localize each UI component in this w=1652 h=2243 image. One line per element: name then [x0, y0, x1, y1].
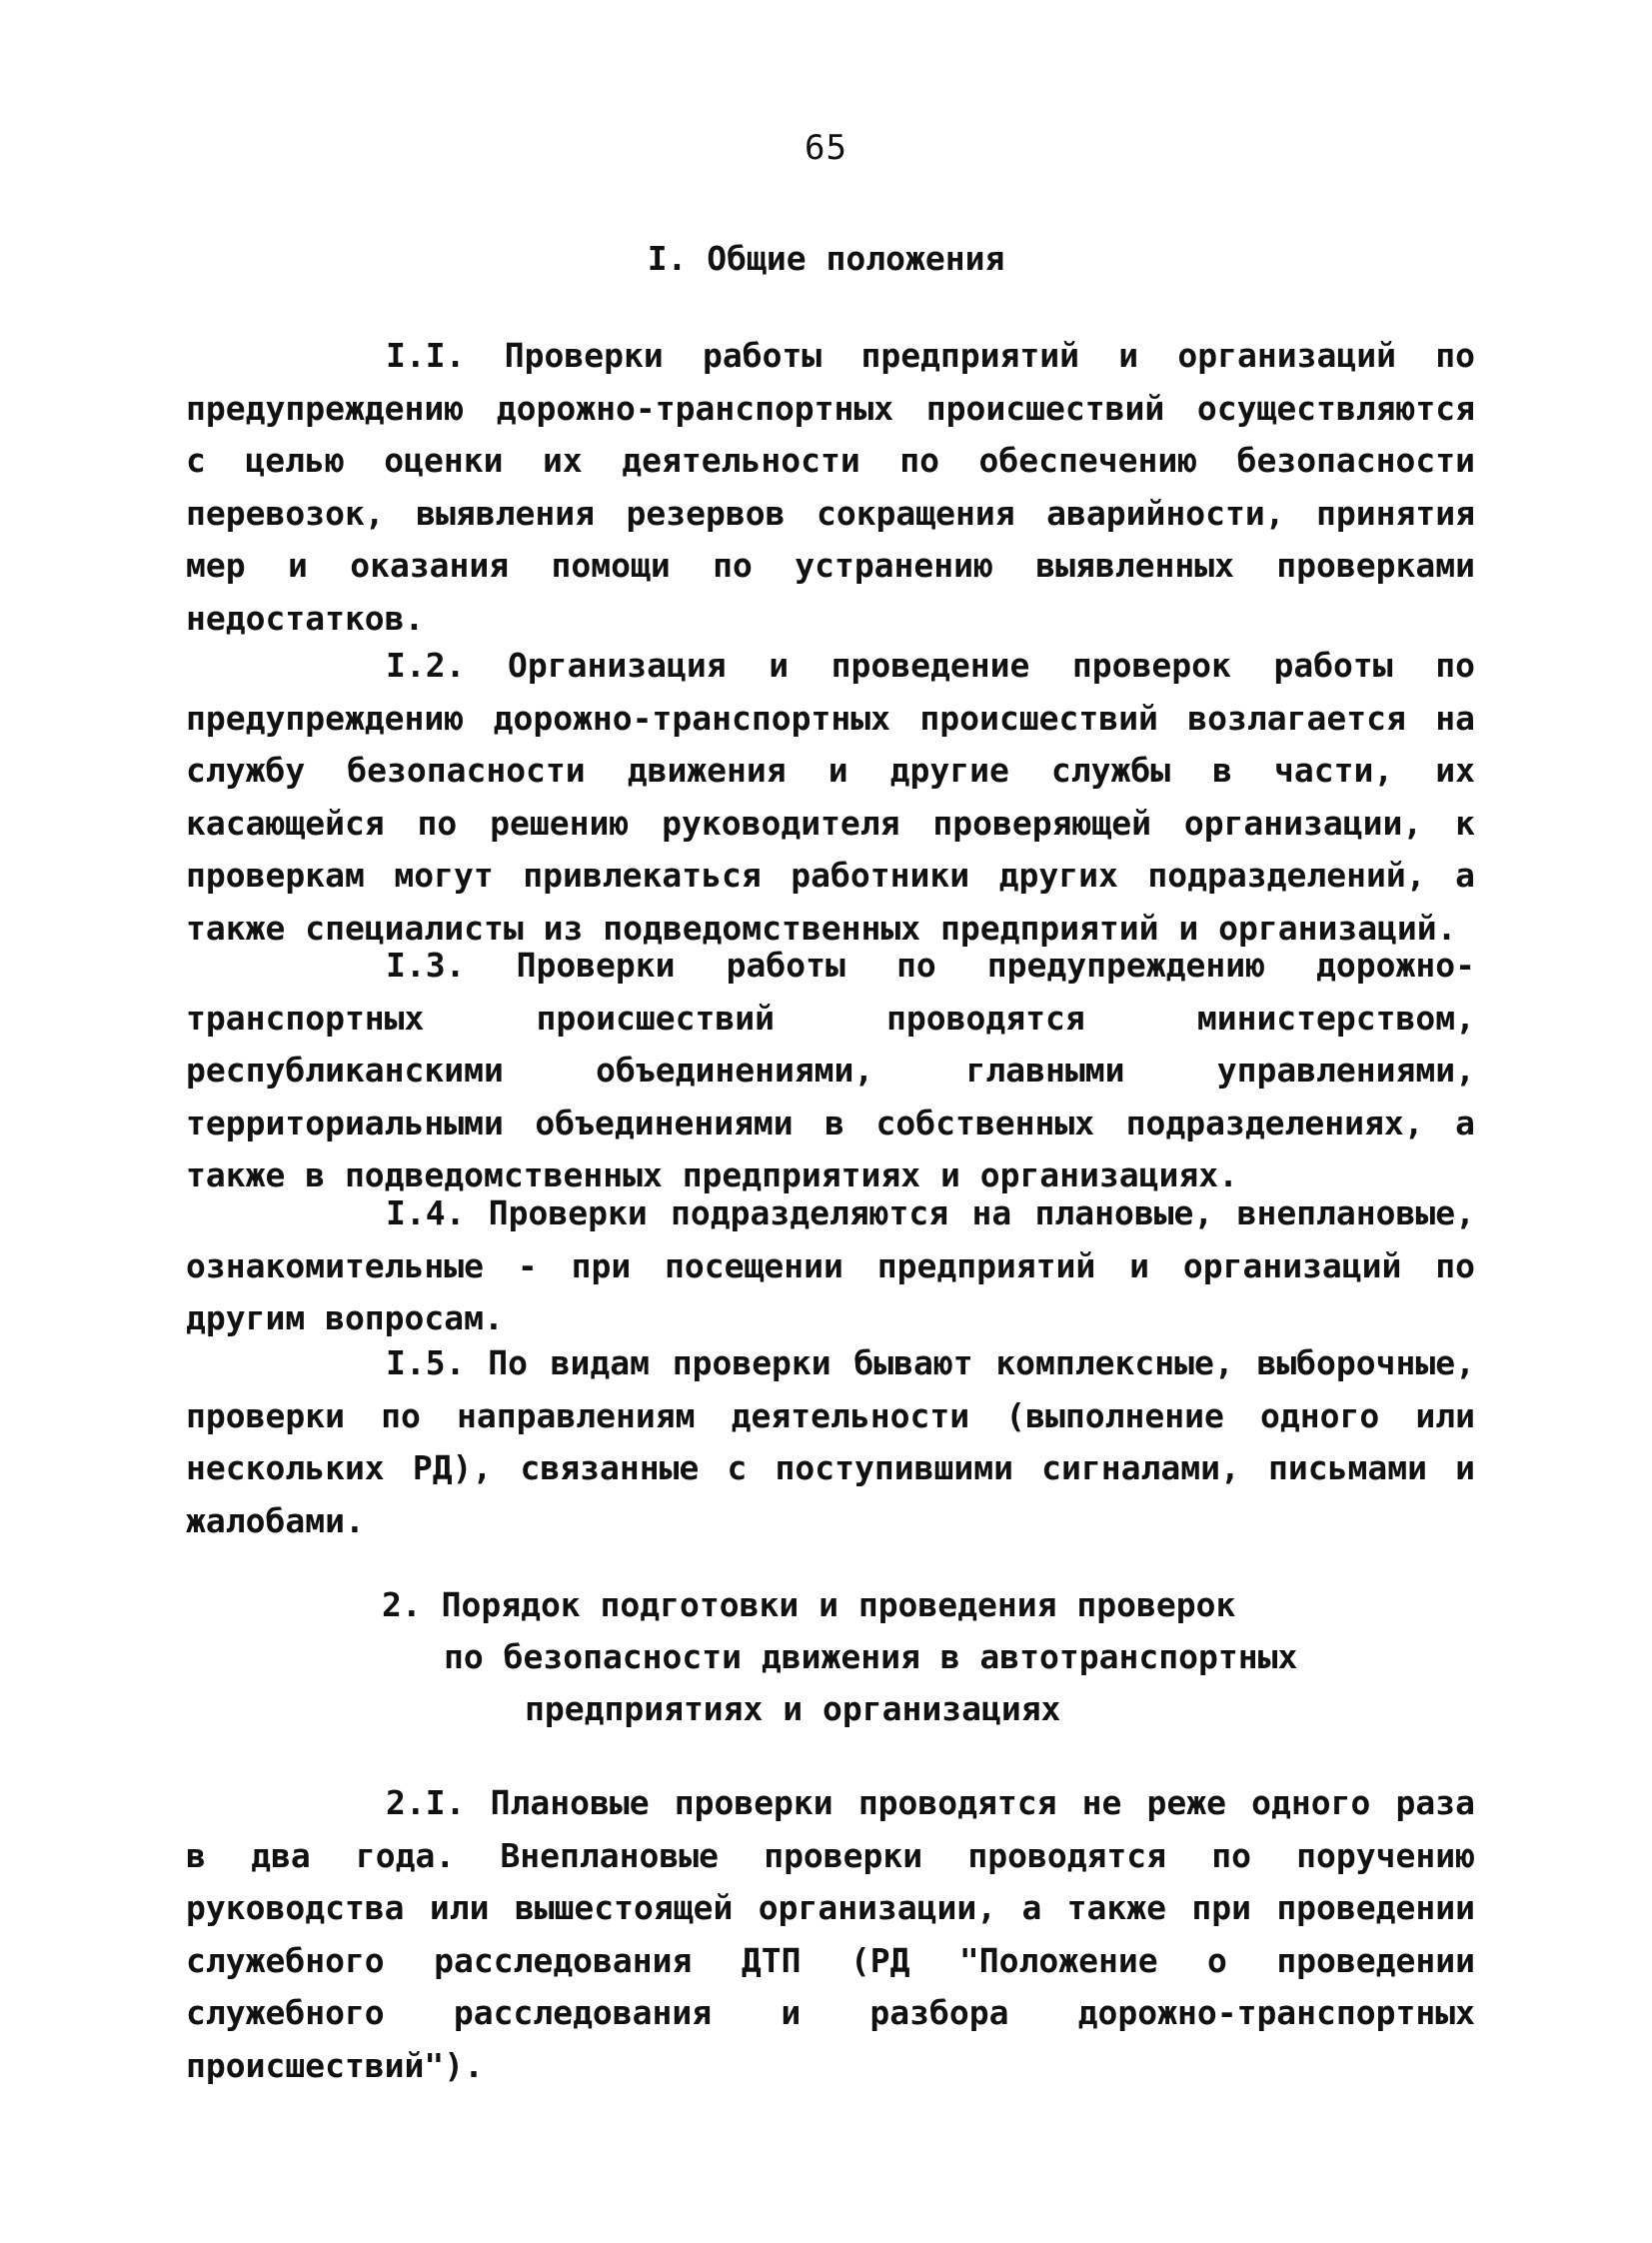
paragraph-1-4: I.4. Проверки подразделяются на плановые, внеплановые, ознакомительные - при посещении предприятий и организаций по другим вопросам.	[186, 1193, 1475, 1337]
section-2-heading-line-2: по безопасности движения в автотранспортных	[444, 1637, 1298, 1676]
page-number: 65	[805, 128, 847, 168]
section-2-heading	[0, 1579, 1652, 1735]
paragraph-1-1: I.I. Проверки работы предприятий и организаций по предупреждению дорожно-транспортных происшествий осуществляются с целью оценки их деятельности по обеспечению безопасности перевозок, выявления резервов сокращения аварийности, принятия мер и оказания помощи по устранению выявленных проверками недостатков.	[186, 336, 1475, 638]
section-1-heading: I. Общие положения	[647, 239, 1005, 278]
paragraph-2-1: 2.I. Плановые проверки проводятся не реже одного раза в два года. Внеплановые проверки проводятся по поручению руководства или вышестоящей организации, а также при проведении служебного расследования ДТП (РД "Положение о проведении служебного расследования и разбора дорожно-транспортных происшествий").	[186, 1783, 1475, 2085]
paragraph-1-2: I.2. Организация и проведение проверок работы по предупреждению дорожно-транспортных происшествий возлагается на службу безопасности движения и другие службы в части, их касающейся по решению руководителя проверяющей организации, к проверкам могут привлекаться работники других подразделений, а также специалисты из подведомственных предприятий и организаций.	[186, 646, 1475, 948]
section-2-heading-line-1: 2. Порядок подготовки и проведения проверок	[382, 1585, 1236, 1624]
paragraph-1-3: I.3. Проверки работы по предупреждению дорожно-транспортных происшествий проводятся министерством, республиканскими объединениями, главными управлениями, территориальными объединениями в собственных подразделениях, а также в подведомственных предприятиях и организациях.	[186, 946, 1475, 1194]
section-2-heading-line-3: предприятиях и организациях	[525, 1689, 1061, 1728]
paragraph-1-5: I.5. По видам проверки бывают комплексные, выборочные, проверки по направлениям деятельности (выполнение одного или нескольких РД), связанные с поступившими сигналами, письмами и жалобами.	[186, 1343, 1475, 1540]
